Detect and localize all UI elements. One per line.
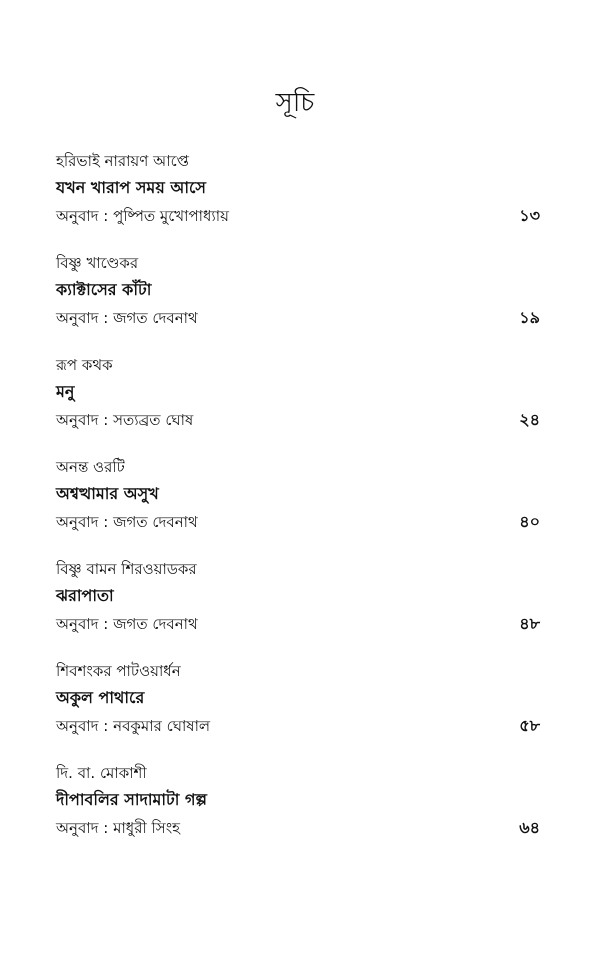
translator-row (56, 406, 540, 434)
story-title: দীপাবলির সাদামাটা গল্প (56, 790, 207, 809)
page-number: ৪০ (519, 512, 540, 531)
author-name: রূপ কথক (56, 356, 113, 374)
translator-credit: অনুবাদ : জগত দেবনাথ (56, 309, 198, 327)
page-number: ২৪ (519, 410, 540, 429)
story-title: ক্যাক্টাসের কাঁটা (56, 280, 152, 299)
toc-entry (56, 556, 540, 658)
translator-row (56, 610, 540, 638)
page-number: ৫৮ (519, 716, 540, 735)
translator-credit: অনুবাদ : পুষ্পিত মুখোপাধ্যায় (56, 207, 229, 225)
translator-row (56, 712, 540, 740)
translator-row (56, 508, 540, 536)
page-number: ১৩ (519, 206, 540, 225)
author-name: বিষ্ণু খাণ্ডেকর (56, 254, 139, 272)
translator-credit: অনুবাদ : নবকুমার ঘোষাল (56, 717, 211, 735)
translator-row (56, 814, 540, 842)
page-number: ১৯ (519, 308, 540, 327)
author-name: অনন্ত ওরটি (56, 458, 125, 476)
page-title: সূচি (275, 88, 315, 118)
translator-credit: অনুবাদ : মাধুরী সিংহ (56, 819, 181, 837)
author-name: বিষ্ণু বামন শিরওয়াডকর (56, 560, 197, 578)
toc-entry (56, 760, 540, 862)
translator-row (56, 304, 540, 332)
story-title: ঝরাপাতা (56, 586, 114, 605)
author-name: শিবশংকর পাটওয়ার্ধন (56, 662, 181, 680)
toc-entry (56, 148, 540, 250)
author-name: হরিভাই নারায়ণ আপ্তে (56, 152, 189, 170)
story-title: অকুল পাথারে (56, 688, 145, 707)
translator-credit: অনুবাদ : জগত দেবনাথ (56, 513, 198, 531)
story-title: মনু (56, 382, 75, 401)
translator-row (56, 202, 540, 230)
toc-entry (56, 250, 540, 352)
translator-credit: অনুবাদ : সত্যব্রত ঘোষ (56, 411, 194, 429)
toc-entry (56, 454, 540, 556)
toc-list (56, 148, 540, 862)
toc-entry (56, 658, 540, 760)
author-name: দি. বা. মোকাশী (56, 764, 147, 782)
story-title: অশ্বত্থামার অসুখ (56, 484, 159, 503)
story-title: যখন খারাপ সময় আসে (56, 178, 206, 197)
translator-credit: অনুবাদ : জগত দেবনাথ (56, 615, 198, 633)
toc-entry (56, 352, 540, 454)
page-number: ৪৮ (519, 614, 540, 633)
page-number: ৬৪ (519, 818, 540, 837)
